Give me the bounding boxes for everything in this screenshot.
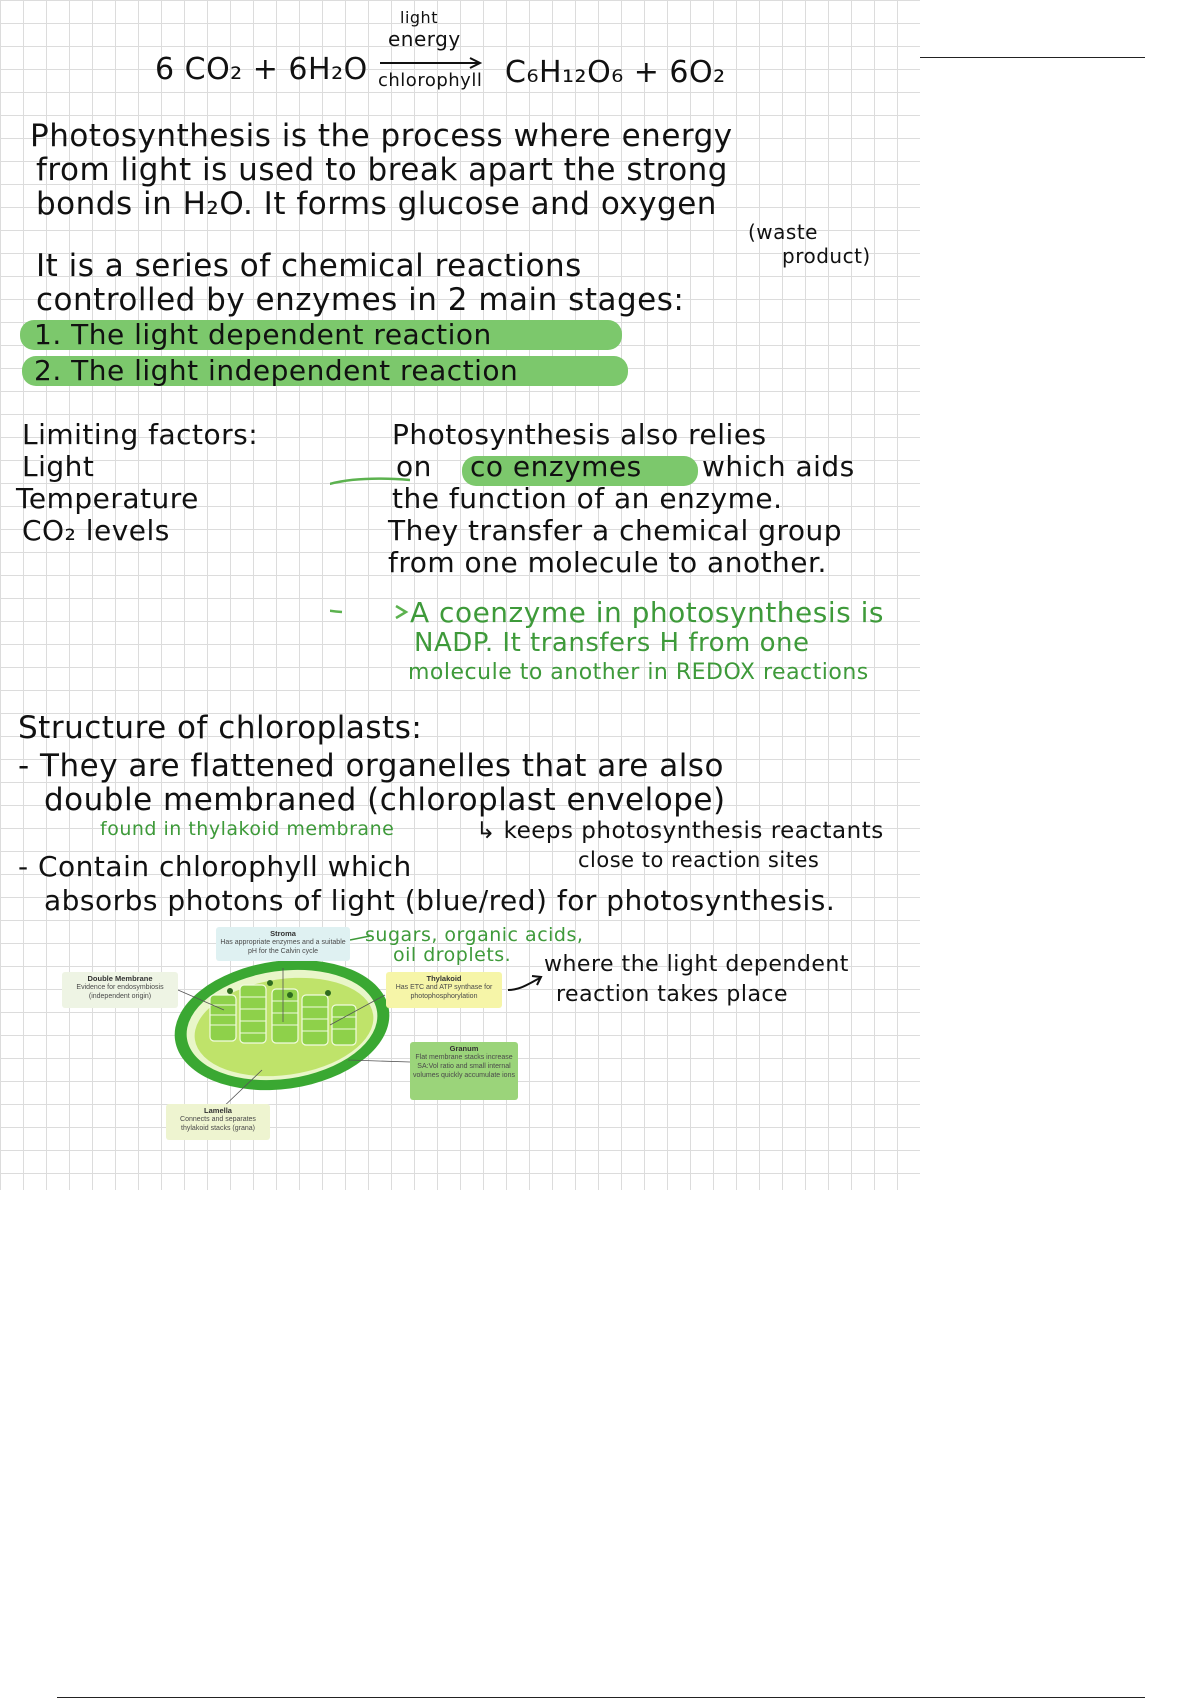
equation-chlorophyll-label: chlorophyll — [378, 70, 483, 91]
bottom-rule — [57, 1697, 1145, 1698]
limiting-factor-item: Temperature — [16, 482, 199, 515]
structure-line-1: - They are flattened organelles that are also — [18, 748, 724, 784]
thylakoid-text: Has ETC and ATP synthase for photophosphorylation — [395, 984, 493, 1000]
equation-reactants: 6 CO₂ + 6H₂O — [155, 52, 368, 87]
thylakoid-label-box — [386, 972, 502, 1008]
thylakoid-note-arrow — [506, 972, 546, 996]
limiting-factors-title: Limiting factors: — [22, 418, 259, 451]
keeps-reactants-note: ↳ keeps photosynthesis reactants — [476, 818, 884, 844]
granum-title: Granum — [449, 1044, 479, 1053]
coenzyme-line-5: from one molecule to another. — [388, 546, 827, 579]
limiting-factor-item: CO₂ levels — [22, 514, 170, 547]
coenzyme-line-3: the function of an enzyme. — [392, 482, 783, 515]
equation-energy-label: energy — [388, 27, 461, 51]
stages-line-2: controlled by enzymes in 2 main stages: — [36, 282, 685, 318]
lamella-label-box — [166, 1104, 270, 1140]
close-to-sites-note: close to reaction sites — [578, 848, 820, 872]
structure-line-2: double membraned (chloroplast envelope) — [44, 782, 726, 818]
stroma-title: Stroma — [270, 929, 296, 938]
stroma-note-2: oil droplets. — [393, 944, 512, 966]
double-membrane-label-box — [62, 972, 178, 1008]
coenzyme-line-1: Photosynthesis also relies — [392, 418, 767, 451]
intro-line-2: from light is used to break apart the strong — [36, 152, 728, 188]
equation-light-label: light — [400, 8, 438, 27]
intro-line-1: Photosynthesis is the process where energy — [30, 118, 733, 154]
thylakoid-note-1: where the light dependent — [544, 952, 849, 977]
thylakoid-note-2: reaction takes place — [556, 982, 789, 1007]
coenzyme-note-1: A coenzyme in photosynthesis is — [410, 596, 884, 629]
intro-line-3: bonds in H₂O. It forms glucose and oxygen — [36, 186, 717, 222]
coenzyme-connector-arrow — [330, 470, 410, 620]
stroma-note-1: sugars, organic acids, — [365, 924, 584, 946]
equation-products: C₆H₁₂O₆ + 6O₂ — [505, 55, 726, 90]
coenzymes-term: co enzymes — [470, 450, 642, 483]
lamella-title: Lamella — [204, 1106, 232, 1115]
lamella-text: Connects and separates thylakoid stacks (grana) — [180, 1116, 256, 1132]
granum-text: Flat membrane stacks increase SA:Vol ratio and small internal volumes quickly accumulate ions — [413, 1054, 515, 1079]
coenzyme-line-2-end: which aids — [702, 450, 855, 483]
coenzyme-line-2-start: on — [396, 450, 432, 483]
top-right-rule — [920, 57, 1145, 58]
waste-note-1: (waste — [748, 220, 818, 244]
structure-line-4: absorbs photons of light (blue/red) for photosynthesis. — [44, 884, 836, 917]
coenzyme-note-3: molecule to another in REDOX reactions — [408, 660, 869, 685]
stages-line-1: It is a series of chemical reactions — [36, 248, 582, 284]
structure-line-3: - Contain chlorophyll which — [18, 850, 412, 883]
coenzyme-note-2: NADP. It transfers H from one — [414, 628, 810, 658]
thylakoid-title: Thylakoid — [426, 974, 462, 983]
stage-2-item: 2. The light independent reaction — [34, 354, 519, 387]
limiting-factor-item: Light — [22, 450, 95, 483]
structure-title: Structure of chloroplasts: — [18, 710, 423, 746]
equation-arrow — [378, 56, 488, 70]
waste-note-2: product) — [782, 244, 871, 268]
stroma-label-box — [216, 927, 350, 961]
coenzyme-line-4: They transfer a chemical group — [388, 514, 843, 547]
stroma-text: Has appropriate enzymes and a suitable pH for the Calvin cycle — [220, 939, 346, 955]
double-membrane-text: Evidence for endosymbiosis (independent origin) — [76, 984, 164, 1000]
stage-1-item: 1. The light dependent reaction — [34, 318, 492, 351]
double-membrane-title: Double Membrane — [87, 974, 153, 983]
found-in-thylakoid-note: found in thylakoid membrane — [100, 818, 395, 840]
granum-label-box — [410, 1042, 518, 1100]
